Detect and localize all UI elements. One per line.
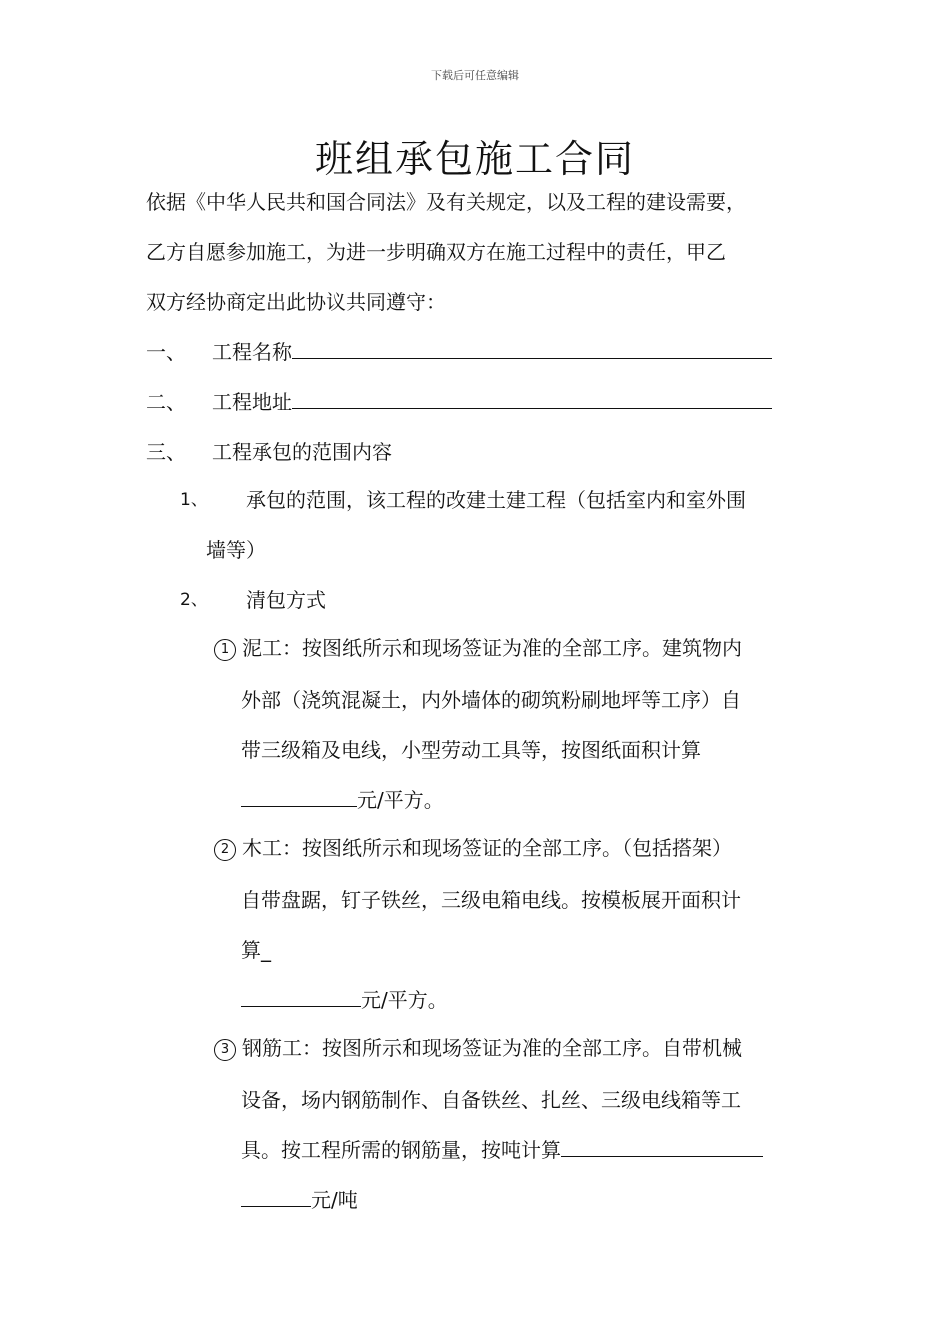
subitem-3-price: 元/吨 bbox=[241, 1186, 358, 1214]
section-3-number: 三、 bbox=[146, 440, 186, 464]
intro-line-1: 依据《中华人民共和国合同法》及有关规定，以及工程的建设需要， bbox=[146, 190, 746, 214]
rebar-price-blank[interactable] bbox=[241, 1186, 311, 1207]
section-2-number: 二、 bbox=[146, 390, 186, 414]
project-name-blank[interactable] bbox=[292, 338, 772, 359]
item-1-number: 1、 bbox=[180, 490, 208, 510]
page-header: 下载后可任意编辑 bbox=[431, 69, 519, 82]
subitem-2-line-1: 2 木工：按图纸所示和现场签证的全部工序。（包括搭架） bbox=[214, 834, 732, 862]
subitem-1-line-2: 外部（浇筑混凝土，内外墙体的砌筑粉刷地坪等工序）自 bbox=[241, 688, 741, 712]
section-1-label: 工程名称 bbox=[212, 338, 772, 366]
subitem-1-price: 元/平方。 bbox=[241, 786, 444, 814]
item-1-line-1: 承包的范围，该工程的改建土建工程（包括室内和室外围 bbox=[246, 488, 746, 512]
project-address-blank[interactable] bbox=[292, 388, 772, 409]
circled-number-1: 1 bbox=[214, 639, 236, 661]
item-2-number: 2、 bbox=[180, 590, 208, 610]
intro-line-3: 双方经协商定出此协议共同遵守： bbox=[146, 290, 446, 314]
section-3-label: 工程承包的范围内容 bbox=[212, 440, 392, 464]
carpentry-price-blank[interactable] bbox=[241, 986, 361, 1007]
item-1-line-2: 墙等） bbox=[206, 538, 266, 562]
circled-number-3: 3 bbox=[214, 1039, 236, 1061]
subitem-3-line-1: 3 钢筋工：按图所示和现场签证为准的全部工序。自带机械 bbox=[214, 1034, 742, 1062]
intro-line-2: 乙方自愿参加施工，为进一步明确双方在施工过程中的责任，甲乙 bbox=[146, 240, 726, 264]
item-2-line-1: 清包方式 bbox=[246, 588, 326, 612]
masonry-price-blank[interactable] bbox=[241, 786, 357, 807]
document-title: 班组承包施工合同 bbox=[314, 137, 635, 181]
subitem-3-line-2: 设备，场内钢筋制作、自备铁丝、扎丝、三级电线箱等工 bbox=[241, 1088, 741, 1112]
rebar-quantity-blank[interactable] bbox=[561, 1136, 763, 1157]
subitem-2-line-3: 算_ bbox=[241, 938, 271, 962]
subitem-3-line-3: 具。按工程所需的钢筋量，按吨计算 bbox=[241, 1136, 763, 1164]
section-1-number: 一、 bbox=[146, 340, 186, 364]
subitem-2-price: 元/平方。 bbox=[241, 986, 448, 1014]
subitem-1-line-1: 1 泥工：按图纸所示和现场签证为准的全部工序。建筑物内 bbox=[214, 634, 742, 662]
subitem-1-line-3: 带三级箱及电线，小型劳动工具等，按图纸面积计算 bbox=[241, 738, 701, 762]
subitem-2-line-2: 自带盘踞，钉子铁丝，三级电箱电线。按模板展开面积计 bbox=[241, 888, 741, 912]
circled-number-2: 2 bbox=[214, 839, 236, 861]
section-2-label: 工程地址 bbox=[212, 388, 772, 416]
